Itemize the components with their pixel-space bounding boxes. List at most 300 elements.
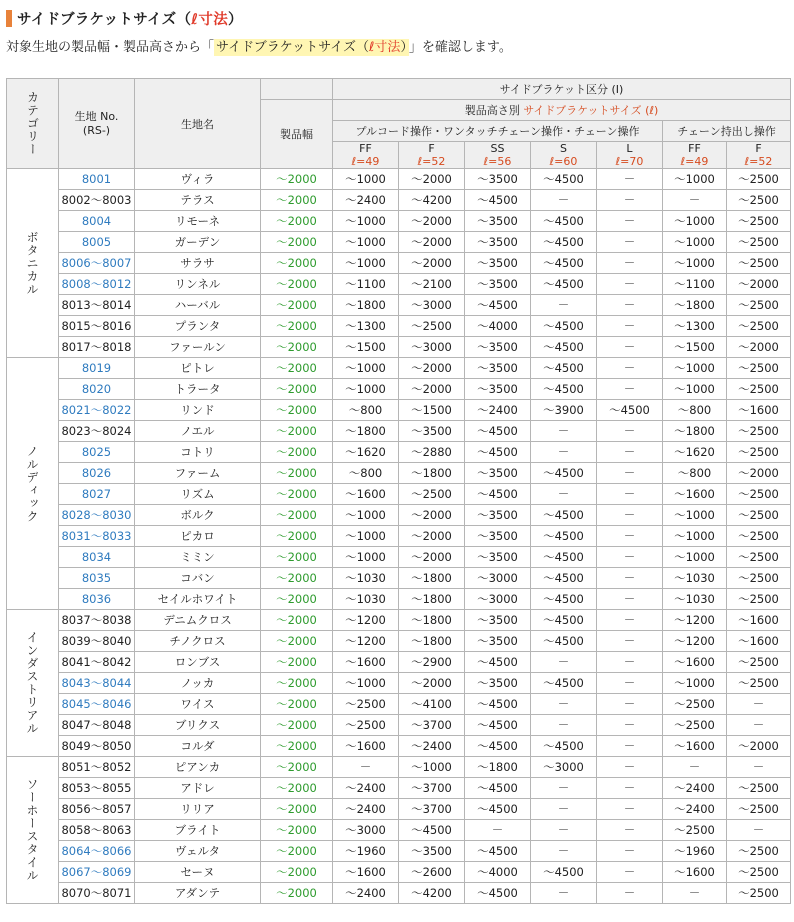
size-cell: － (597, 568, 663, 589)
size-cell: ～2500 (727, 442, 791, 463)
fabric-name-cell: リズム (135, 484, 261, 505)
size-cell: ～1100 (663, 274, 727, 295)
fabric-name-cell: ピトレ (135, 358, 261, 379)
size-cell: ～2000 (399, 358, 465, 379)
table-row (7, 820, 791, 841)
size-cell: ～1500 (333, 337, 399, 358)
header-height-category: 製品高さ別 サイドブラケットサイズ (ℓ) (333, 100, 791, 121)
fabric-no-cell: 8004 (59, 211, 135, 232)
size-cell: ～2500 (333, 715, 399, 736)
size-cell: ～2000 (399, 673, 465, 694)
bracket-size-table (6, 78, 791, 904)
size-cell: － (597, 799, 663, 820)
size-cell: ～2500 (727, 316, 791, 337)
size-cell: ～3500 (399, 841, 465, 862)
header-size-code: L ℓ=70 (597, 142, 663, 169)
fabric-name-cell: コトリ (135, 442, 261, 463)
size-cell: ～3900 (531, 400, 597, 421)
size-cell: ～3500 (465, 631, 531, 652)
size-cell: ～2500 (727, 526, 791, 547)
size-cell: － (597, 715, 663, 736)
width-cell: ～2000 (261, 169, 333, 190)
size-cell: ～1030 (663, 589, 727, 610)
table-row (7, 169, 791, 190)
size-cell: ～3500 (465, 526, 531, 547)
size-cell: ～2500 (727, 169, 791, 190)
width-cell: ～2000 (261, 316, 333, 337)
size-cell: ～1000 (663, 526, 727, 547)
size-cell: ～1800 (663, 295, 727, 316)
size-cell: － (531, 715, 597, 736)
size-cell: － (597, 757, 663, 778)
size-cell: ～1800 (399, 631, 465, 652)
size-cell: － (597, 526, 663, 547)
fabric-name-cell: ヴィラ (135, 169, 261, 190)
size-cell: ～1000 (333, 358, 399, 379)
size-cell: ～1000 (663, 547, 727, 568)
fabric-name-cell: ロンブス (135, 652, 261, 673)
header-size-code: S ℓ=60 (531, 142, 597, 169)
fabric-name-cell: ワイス (135, 694, 261, 715)
size-cell: ～2500 (727, 652, 791, 673)
size-cell: ～3500 (465, 358, 531, 379)
size-cell: ～1600 (727, 631, 791, 652)
fabric-no-cell: 8045～8046 (59, 694, 135, 715)
width-cell: ～2000 (261, 673, 333, 694)
table-row (7, 610, 791, 631)
size-cell: ～1620 (663, 442, 727, 463)
fabric-name-cell: ボルク (135, 505, 261, 526)
size-cell: ～4500 (531, 547, 597, 568)
size-cell: ～2400 (333, 778, 399, 799)
size-cell: ～4500 (465, 778, 531, 799)
width-cell: ～2000 (261, 757, 333, 778)
size-cell: ～1800 (333, 421, 399, 442)
size-cell: ～3000 (399, 337, 465, 358)
table-row (7, 211, 791, 232)
size-cell: ～3700 (399, 778, 465, 799)
size-cell: ～3000 (531, 757, 597, 778)
size-cell: ～4500 (531, 862, 597, 883)
size-cell: － (597, 883, 663, 904)
fabric-name-cell: リンド (135, 400, 261, 421)
size-cell: － (531, 442, 597, 463)
size-cell: ～1000 (333, 169, 399, 190)
size-cell: ～2000 (727, 463, 791, 484)
fabric-no-cell: 8006～8007 (59, 253, 135, 274)
width-cell: ～2000 (261, 715, 333, 736)
table-row (7, 505, 791, 526)
size-cell: ～2500 (727, 883, 791, 904)
fabric-no-cell: 8047～8048 (59, 715, 135, 736)
size-cell: － (597, 484, 663, 505)
size-cell: ～1600 (663, 736, 727, 757)
header-size-code: F ℓ=52 (399, 142, 465, 169)
fabric-no-cell: 8015～8016 (59, 316, 135, 337)
size-cell: ～1800 (399, 568, 465, 589)
size-cell: ～1000 (663, 358, 727, 379)
width-cell: ～2000 (261, 337, 333, 358)
size-cell: ～1800 (399, 589, 465, 610)
size-cell: ～4500 (531, 379, 597, 400)
fabric-no-cell: 8005 (59, 232, 135, 253)
size-cell: － (597, 505, 663, 526)
size-cell: ～1000 (333, 547, 399, 568)
size-cell: ～2500 (399, 484, 465, 505)
size-cell: ～1000 (333, 379, 399, 400)
size-cell: ～4500 (465, 841, 531, 862)
table-row (7, 253, 791, 274)
size-cell: ～3500 (465, 463, 531, 484)
size-cell: － (727, 820, 791, 841)
fabric-no-cell: 8056～8057 (59, 799, 135, 820)
size-cell: － (597, 547, 663, 568)
fabric-no-cell: 8039～8040 (59, 631, 135, 652)
size-cell: ～1000 (663, 505, 727, 526)
size-cell: ～3500 (465, 505, 531, 526)
fabric-no-cell: 8067～8069 (59, 862, 135, 883)
size-cell: ～4500 (531, 568, 597, 589)
fabric-no-cell: 8017～8018 (59, 337, 135, 358)
table-row (7, 547, 791, 568)
size-cell: － (597, 232, 663, 253)
size-cell: － (597, 274, 663, 295)
table-row (7, 778, 791, 799)
fabric-name-cell: ファールン (135, 337, 261, 358)
size-cell: ～4500 (531, 610, 597, 631)
size-cell: － (597, 295, 663, 316)
fabric-no-cell: 8058～8063 (59, 820, 135, 841)
size-cell: ～2000 (399, 505, 465, 526)
size-cell: ～2400 (663, 799, 727, 820)
fabric-no-cell: 8041～8042 (59, 652, 135, 673)
size-cell: ～2500 (727, 505, 791, 526)
size-cell: ～2500 (727, 799, 791, 820)
size-cell: ～4500 (531, 211, 597, 232)
width-cell: ～2000 (261, 694, 333, 715)
fabric-name-cell: サラサ (135, 253, 261, 274)
fabric-no-cell: 8019 (59, 358, 135, 379)
size-cell: － (663, 883, 727, 904)
size-cell: ～4500 (465, 736, 531, 757)
fabric-name-cell: ファーム (135, 463, 261, 484)
size-cell: ～1500 (663, 337, 727, 358)
size-cell: ～2500 (727, 841, 791, 862)
size-cell: － (597, 652, 663, 673)
fabric-no-cell: 8001 (59, 169, 135, 190)
fabric-name-cell: ノエル (135, 421, 261, 442)
size-cell: ～2400 (399, 736, 465, 757)
size-cell: ～3000 (465, 568, 531, 589)
size-cell: ～2000 (727, 274, 791, 295)
size-cell: ～1000 (333, 673, 399, 694)
fabric-name-cell: リンネル (135, 274, 261, 295)
header-fabric-name: 生地名 (135, 79, 261, 169)
size-cell: ～1960 (663, 841, 727, 862)
width-cell: ～2000 (261, 652, 333, 673)
fabric-no-cell: 8037～8038 (59, 610, 135, 631)
size-cell: ～1000 (399, 757, 465, 778)
table-row (7, 337, 791, 358)
width-cell: ～2000 (261, 442, 333, 463)
width-cell: ～2000 (261, 568, 333, 589)
size-cell: ～2880 (399, 442, 465, 463)
size-cell: ～2500 (727, 295, 791, 316)
fabric-name-cell: ピアンカ (135, 757, 261, 778)
size-cell: ～2000 (399, 169, 465, 190)
size-cell: － (597, 169, 663, 190)
table-row (7, 442, 791, 463)
fabric-name-cell: アダンテ (135, 883, 261, 904)
table-row (7, 358, 791, 379)
category-cell: ソーホースタイル (7, 757, 59, 904)
size-cell: ～1030 (333, 589, 399, 610)
header-operation-pull: プルコード操作・ワンタッチチェーン操作・チェーン操作 (333, 121, 663, 142)
fabric-no-cell: 8020 (59, 379, 135, 400)
size-cell: ～1000 (663, 253, 727, 274)
width-cell: ～2000 (261, 505, 333, 526)
size-cell: ～4500 (465, 715, 531, 736)
size-cell: ～1000 (333, 211, 399, 232)
size-cell: ～4500 (531, 232, 597, 253)
size-cell: ～4500 (531, 274, 597, 295)
fabric-no-cell: 8023～8024 (59, 421, 135, 442)
size-cell: ～4500 (465, 484, 531, 505)
header-category: カテゴリー (7, 79, 59, 169)
table-row (7, 715, 791, 736)
size-cell: ～1000 (663, 379, 727, 400)
size-cell: － (597, 820, 663, 841)
size-cell: － (333, 757, 399, 778)
width-cell: ～2000 (261, 358, 333, 379)
size-cell: ～2400 (663, 778, 727, 799)
size-cell: － (531, 190, 597, 211)
size-cell: － (531, 883, 597, 904)
fabric-name-cell: テラス (135, 190, 261, 211)
size-cell: ～3000 (399, 295, 465, 316)
fabric-no-cell: 8053～8055 (59, 778, 135, 799)
size-cell: ～4500 (399, 820, 465, 841)
size-cell: ～1030 (663, 568, 727, 589)
size-cell: ～2000 (399, 232, 465, 253)
table-row (7, 232, 791, 253)
size-cell: ～2500 (727, 547, 791, 568)
size-cell: ～2500 (663, 820, 727, 841)
size-cell: － (597, 379, 663, 400)
highlight-term: サイドブラケットサイズ（ℓ寸法） (216, 40, 407, 55)
fabric-name-cell: ピカロ (135, 526, 261, 547)
size-cell: － (531, 295, 597, 316)
size-cell: ～2500 (727, 589, 791, 610)
fabric-no-cell: 8013～8014 (59, 295, 135, 316)
size-cell: ～2000 (399, 253, 465, 274)
size-cell: ～4500 (465, 694, 531, 715)
size-cell: ～2500 (727, 358, 791, 379)
size-cell: ～1000 (333, 526, 399, 547)
fabric-no-cell: 8025 (59, 442, 135, 463)
size-cell: ～2000 (399, 547, 465, 568)
size-cell: － (597, 589, 663, 610)
fabric-name-cell: ガーデン (135, 232, 261, 253)
fabric-name-cell: コバン (135, 568, 261, 589)
size-cell: ～1600 (333, 862, 399, 883)
size-cell: ～1000 (663, 169, 727, 190)
size-cell: ～4500 (465, 442, 531, 463)
size-cell: ～1000 (333, 232, 399, 253)
table-row (7, 589, 791, 610)
size-cell: ～4500 (531, 736, 597, 757)
size-cell: － (597, 421, 663, 442)
fabric-name-cell: ミミン (135, 547, 261, 568)
header-operation-chain: チェーン持出し操作 (663, 121, 791, 142)
size-cell: ～1000 (663, 673, 727, 694)
size-cell: ～4500 (531, 589, 597, 610)
page-title: サイドブラケットサイズ（ℓ寸法） (17, 11, 243, 28)
size-cell: ～1800 (663, 421, 727, 442)
fabric-no-cell: 8034 (59, 547, 135, 568)
width-cell: ～2000 (261, 526, 333, 547)
fabric-name-cell: デニムクロス (135, 610, 261, 631)
size-cell: ～3500 (465, 274, 531, 295)
size-cell: ～4500 (465, 421, 531, 442)
size-cell: ～1200 (663, 610, 727, 631)
size-cell: ～1300 (333, 316, 399, 337)
width-cell: ～2000 (261, 379, 333, 400)
width-cell: ～2000 (261, 421, 333, 442)
size-cell: ～2500 (727, 211, 791, 232)
width-cell: ～2000 (261, 232, 333, 253)
fabric-name-cell: ブライト (135, 820, 261, 841)
size-cell: ～2500 (727, 379, 791, 400)
fabric-name-cell: チノクロス (135, 631, 261, 652)
size-cell: ～1600 (727, 610, 791, 631)
width-cell: ～2000 (261, 862, 333, 883)
size-cell: ～1800 (465, 757, 531, 778)
size-cell: － (597, 316, 663, 337)
size-cell: － (597, 358, 663, 379)
table-row (7, 736, 791, 757)
size-cell: ～4000 (465, 862, 531, 883)
size-cell: ～4500 (531, 505, 597, 526)
fabric-no-cell: 8051～8052 (59, 757, 135, 778)
fabric-name-cell: リリア (135, 799, 261, 820)
size-cell: － (597, 190, 663, 211)
size-cell: ～2400 (333, 190, 399, 211)
size-cell: ～1600 (333, 484, 399, 505)
size-cell: ～1600 (663, 484, 727, 505)
fabric-no-cell: 8043～8044 (59, 673, 135, 694)
fabric-name-cell: ノッカ (135, 673, 261, 694)
width-cell: ～2000 (261, 820, 333, 841)
size-cell: － (531, 694, 597, 715)
width-cell: ～2000 (261, 736, 333, 757)
size-cell: ～3500 (465, 610, 531, 631)
size-cell: ～2000 (727, 736, 791, 757)
size-cell: ～2500 (399, 316, 465, 337)
category-cell: ノルディック (7, 358, 59, 610)
size-cell: ～3500 (465, 673, 531, 694)
fabric-name-cell: ブリクス (135, 715, 261, 736)
table-row (7, 568, 791, 589)
size-cell: ～2500 (663, 715, 727, 736)
width-cell: ～2000 (261, 484, 333, 505)
size-cell: － (597, 862, 663, 883)
size-cell: ～1300 (663, 316, 727, 337)
fabric-name-cell: ハーバル (135, 295, 261, 316)
size-cell: － (597, 673, 663, 694)
table-row (7, 799, 791, 820)
fabric-name-cell: コルダ (135, 736, 261, 757)
size-cell: ～2500 (727, 190, 791, 211)
size-cell: ～2600 (399, 862, 465, 883)
size-cell: － (727, 694, 791, 715)
size-cell: ～3500 (465, 253, 531, 274)
size-cell: ～3700 (399, 799, 465, 820)
category-cell: インダストリアル (7, 610, 59, 757)
size-cell: ～1200 (333, 610, 399, 631)
fabric-no-cell: 8028～8030 (59, 505, 135, 526)
size-cell: ～2500 (727, 421, 791, 442)
size-cell: ～3500 (465, 379, 531, 400)
size-cell: ～1800 (399, 463, 465, 484)
size-cell: ～4500 (597, 400, 663, 421)
width-cell: ～2000 (261, 589, 333, 610)
fabric-name-cell: ヴェルタ (135, 841, 261, 862)
size-cell: － (531, 421, 597, 442)
fabric-no-cell: 8070～8071 (59, 883, 135, 904)
table-row (7, 421, 791, 442)
size-cell: ～4500 (531, 337, 597, 358)
size-cell: ～2000 (399, 526, 465, 547)
size-cell: － (531, 652, 597, 673)
size-cell: － (531, 778, 597, 799)
size-cell: ～2500 (727, 778, 791, 799)
size-cell: ～2500 (727, 232, 791, 253)
size-cell: ～800 (663, 400, 727, 421)
category-cell: ボタニカル (7, 169, 59, 358)
size-cell: ～1600 (663, 862, 727, 883)
size-cell: ～2500 (727, 673, 791, 694)
table-row (7, 883, 791, 904)
table-row (7, 484, 791, 505)
size-cell: － (597, 463, 663, 484)
width-cell: ～2000 (261, 610, 333, 631)
size-cell: ～1600 (333, 736, 399, 757)
size-cell: ～2900 (399, 652, 465, 673)
table-row (7, 694, 791, 715)
size-cell: － (597, 736, 663, 757)
size-cell: ～3500 (465, 211, 531, 232)
header-size-code: FF ℓ=49 (663, 142, 727, 169)
table-row (7, 379, 791, 400)
size-cell: ～1200 (663, 631, 727, 652)
size-cell: ～3000 (465, 589, 531, 610)
size-cell: ～2400 (333, 883, 399, 904)
size-cell: ～2500 (727, 484, 791, 505)
width-cell: ～2000 (261, 463, 333, 484)
size-cell: ～800 (663, 463, 727, 484)
header-size-code: F ℓ=52 (727, 142, 791, 169)
size-cell: ～3500 (465, 337, 531, 358)
fabric-name-cell: アドレ (135, 778, 261, 799)
width-cell: ～2000 (261, 778, 333, 799)
table-row (7, 631, 791, 652)
size-cell: ～4500 (465, 295, 531, 316)
size-cell: － (465, 820, 531, 841)
header-size-code: FF ℓ=49 (333, 142, 399, 169)
width-cell: ～2000 (261, 295, 333, 316)
size-cell: ～3000 (333, 820, 399, 841)
